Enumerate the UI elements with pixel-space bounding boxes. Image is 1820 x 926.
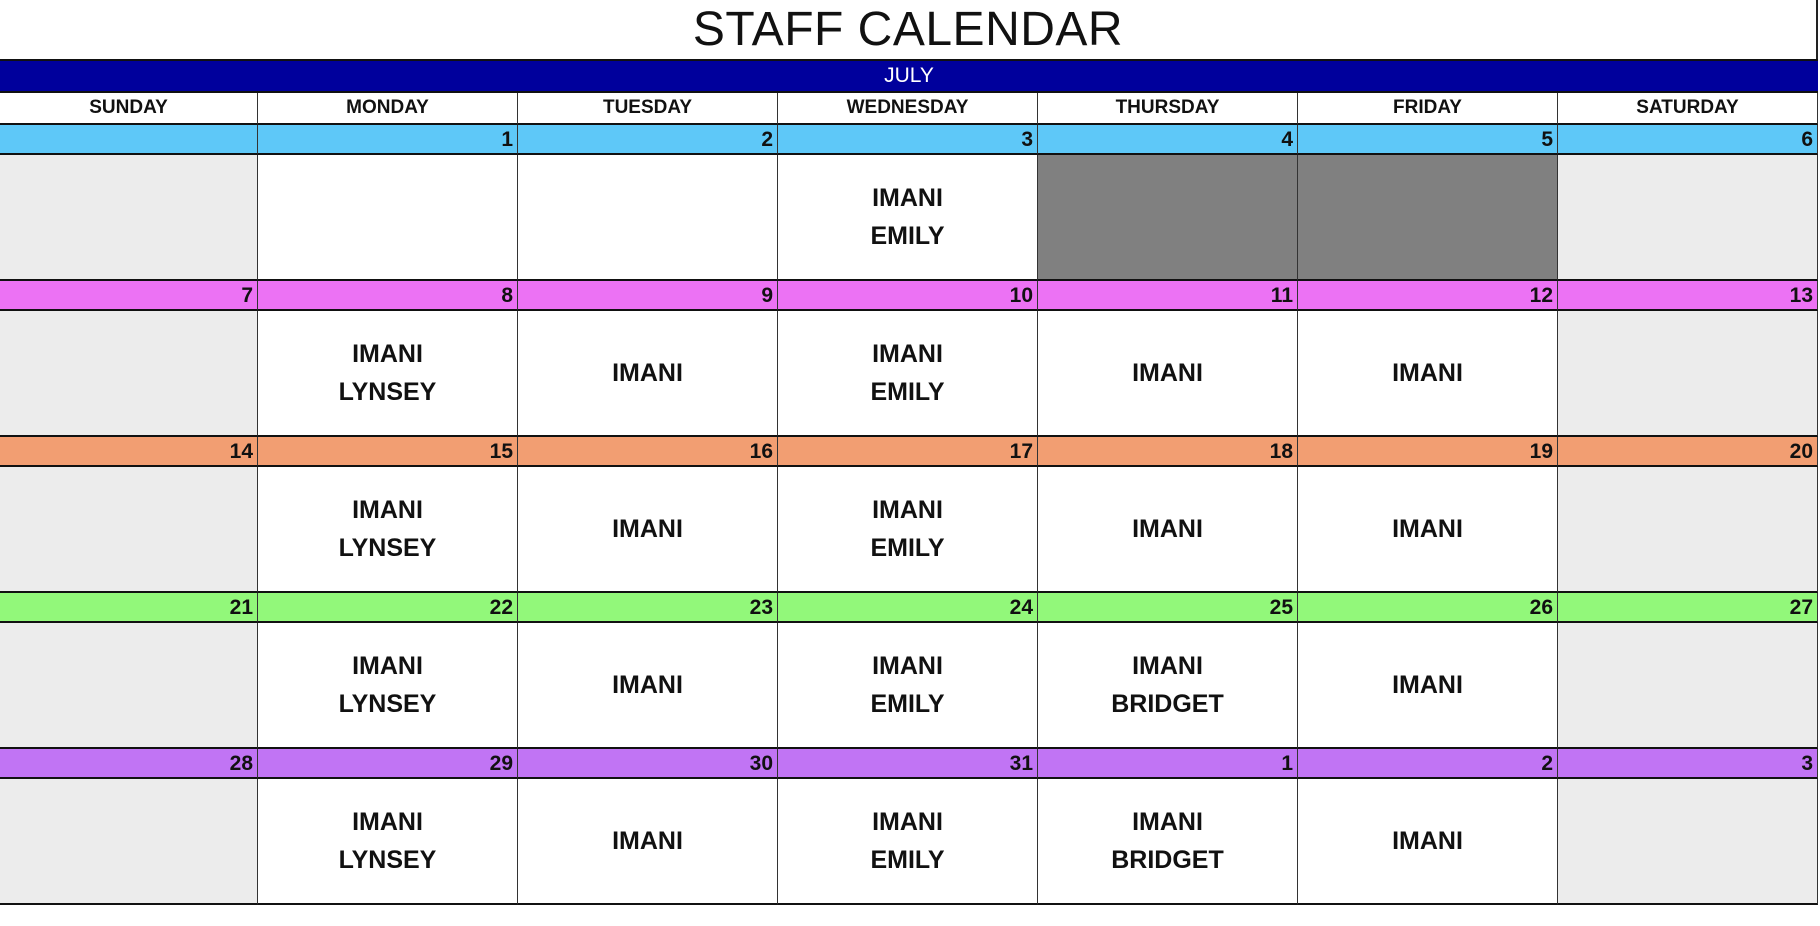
- staff-name: IMANI: [1132, 515, 1203, 543]
- staff-cell-monday[interactable]: [258, 155, 518, 281]
- staff-name: IMANI: [612, 359, 683, 387]
- staff-name: BRIDGET: [1111, 690, 1224, 718]
- date-cell-saturday[interactable]: 20: [1558, 437, 1818, 467]
- date-cell-thursday[interactable]: 1: [1038, 749, 1298, 779]
- date-cell-sunday[interactable]: 21: [0, 593, 258, 623]
- week-date-row: [0, 125, 1818, 155]
- date-cell-monday[interactable]: 1: [258, 125, 518, 155]
- date-cell-thursday[interactable]: 18: [1038, 437, 1298, 467]
- date-cell-sunday[interactable]: 7: [0, 281, 258, 311]
- staff-name: IMANI: [872, 496, 943, 524]
- staff-name: BRIDGET: [1111, 846, 1224, 874]
- page-title: STAFF CALENDAR: [0, 0, 1818, 59]
- week-staff-row: [0, 779, 1818, 905]
- date-cell-tuesday[interactable]: 16: [518, 437, 778, 467]
- staff-name: IMANI: [1392, 359, 1463, 387]
- week-staff-row: [0, 311, 1818, 437]
- date-cell-monday[interactable]: 15: [258, 437, 518, 467]
- date-cell-friday[interactable]: 2: [1298, 749, 1558, 779]
- date-cell-tuesday[interactable]: 2: [518, 125, 778, 155]
- date-cell-friday[interactable]: 5: [1298, 125, 1558, 155]
- staff-name: IMANI: [872, 808, 943, 836]
- staff-cell-wednesday[interactable]: [778, 155, 1038, 281]
- date-cell-wednesday[interactable]: 17: [778, 437, 1038, 467]
- staff-cell-wednesday[interactable]: [778, 311, 1038, 437]
- date-cell-saturday[interactable]: 6: [1558, 125, 1818, 155]
- staff-cell-saturday[interactable]: [1558, 311, 1818, 437]
- weekday-thursday[interactable]: THURSDAY: [1038, 93, 1298, 125]
- staff-cell-thursday[interactable]: [1038, 467, 1298, 593]
- staff-name: LYNSEY: [338, 378, 437, 406]
- weekday-monday[interactable]: MONDAY: [258, 93, 518, 125]
- staff-cell-wednesday[interactable]: [778, 779, 1038, 905]
- staff-cell-sunday[interactable]: [0, 779, 258, 905]
- week-staff-row: [0, 155, 1818, 281]
- weekday-header-row: [0, 93, 1818, 125]
- staff-name: IMANI: [612, 827, 683, 855]
- staff-cell-tuesday[interactable]: [518, 311, 778, 437]
- date-cell-wednesday[interactable]: 10: [778, 281, 1038, 311]
- staff-name: IMANI: [612, 515, 683, 543]
- staff-cell-saturday[interactable]: [1558, 155, 1818, 281]
- staff-name: LYNSEY: [338, 690, 437, 718]
- staff-name: IMANI: [612, 671, 683, 699]
- staff-cell-tuesday[interactable]: [518, 467, 778, 593]
- date-cell-friday[interactable]: 19: [1298, 437, 1558, 467]
- month-bar: JULY: [0, 59, 1818, 93]
- date-cell-monday[interactable]: 8: [258, 281, 518, 311]
- staff-cell-saturday[interactable]: [1558, 467, 1818, 593]
- staff-name: EMILY: [870, 690, 945, 718]
- date-cell-wednesday[interactable]: 31: [778, 749, 1038, 779]
- staff-cell-tuesday[interactable]: [518, 155, 778, 281]
- staff-cell-thursday[interactable]: [1038, 779, 1298, 905]
- staff-name: IMANI: [1392, 671, 1463, 699]
- date-cell-thursday[interactable]: 25: [1038, 593, 1298, 623]
- weekday-tuesday[interactable]: TUESDAY: [518, 93, 778, 125]
- weekday-saturday[interactable]: SATURDAY: [1558, 93, 1818, 125]
- staff-cell-tuesday[interactable]: [518, 623, 778, 749]
- staff-name: IMANI: [1392, 827, 1463, 855]
- calendar-weeks: [0, 125, 1818, 905]
- staff-cell-sunday[interactable]: [0, 467, 258, 593]
- staff-cell-friday[interactable]: [1298, 155, 1558, 281]
- staff-cell-friday[interactable]: [1298, 779, 1558, 905]
- staff-name: EMILY: [870, 846, 945, 874]
- staff-cell-thursday[interactable]: [1038, 311, 1298, 437]
- date-cell-saturday[interactable]: 3: [1558, 749, 1818, 779]
- staff-cell-thursday[interactable]: [1038, 623, 1298, 749]
- staff-name: EMILY: [870, 378, 945, 406]
- staff-name: IMANI: [1132, 808, 1203, 836]
- staff-name: LYNSEY: [338, 846, 437, 874]
- week-staff-row: [0, 467, 1818, 593]
- staff-name: IMANI: [872, 184, 943, 212]
- date-cell-monday[interactable]: 22: [258, 593, 518, 623]
- date-cell-saturday[interactable]: 27: [1558, 593, 1818, 623]
- staff-cell-saturday[interactable]: [1558, 779, 1818, 905]
- date-cell-friday[interactable]: 12: [1298, 281, 1558, 311]
- staff-name: IMANI: [352, 652, 423, 680]
- staff-cell-saturday[interactable]: [1558, 623, 1818, 749]
- staff-cell-thursday[interactable]: [1038, 155, 1298, 281]
- week-date-row: [0, 281, 1818, 311]
- weekday-sunday[interactable]: SUNDAY: [0, 93, 258, 125]
- date-cell-monday[interactable]: 29: [258, 749, 518, 779]
- date-cell-tuesday[interactable]: 9: [518, 281, 778, 311]
- staff-cell-monday[interactable]: [258, 779, 518, 905]
- week-date-row: [0, 749, 1818, 779]
- staff-name: IMANI: [352, 808, 423, 836]
- date-cell-wednesday[interactable]: 3: [778, 125, 1038, 155]
- staff-name: IMANI: [1132, 652, 1203, 680]
- staff-name: EMILY: [870, 222, 945, 250]
- staff-cell-friday[interactable]: [1298, 311, 1558, 437]
- weekday-friday[interactable]: FRIDAY: [1298, 93, 1558, 125]
- staff-name: IMANI: [872, 652, 943, 680]
- staff-name: IMANI: [352, 340, 423, 368]
- date-cell-sunday[interactable]: 14: [0, 437, 258, 467]
- staff-cell-tuesday[interactable]: [518, 779, 778, 905]
- week-date-row: [0, 437, 1818, 467]
- date-cell-tuesday[interactable]: 30: [518, 749, 778, 779]
- date-cell-saturday[interactable]: 13: [1558, 281, 1818, 311]
- staff-cell-monday[interactable]: [258, 623, 518, 749]
- weekday-wednesday[interactable]: WEDNESDAY: [778, 93, 1038, 125]
- week-date-row: [0, 593, 1818, 623]
- staff-cell-friday[interactable]: [1298, 623, 1558, 749]
- staff-cell-monday[interactable]: [258, 467, 518, 593]
- staff-name: IMANI: [872, 340, 943, 368]
- staff-name: IMANI: [1392, 515, 1463, 543]
- date-cell-tuesday[interactable]: 23: [518, 593, 778, 623]
- staff-cell-friday[interactable]: [1298, 467, 1558, 593]
- staff-cell-monday[interactable]: [258, 311, 518, 437]
- staff-name: IMANI: [352, 496, 423, 524]
- staff-cell-wednesday[interactable]: [778, 467, 1038, 593]
- date-cell-sunday[interactable]: [0, 125, 258, 155]
- date-cell-sunday[interactable]: 28: [0, 749, 258, 779]
- date-cell-wednesday[interactable]: 24: [778, 593, 1038, 623]
- staff-cell-sunday[interactable]: [0, 311, 258, 437]
- date-cell-thursday[interactable]: 11: [1038, 281, 1298, 311]
- week-staff-row: [0, 623, 1818, 749]
- date-cell-thursday[interactable]: 4: [1038, 125, 1298, 155]
- staff-cell-wednesday[interactable]: [778, 623, 1038, 749]
- staff-name: IMANI: [1132, 359, 1203, 387]
- date-cell-friday[interactable]: 26: [1298, 593, 1558, 623]
- staff-name: EMILY: [870, 534, 945, 562]
- staff-cell-sunday[interactable]: [0, 623, 258, 749]
- staff-name: LYNSEY: [338, 534, 437, 562]
- staff-cell-sunday[interactable]: [0, 155, 258, 281]
